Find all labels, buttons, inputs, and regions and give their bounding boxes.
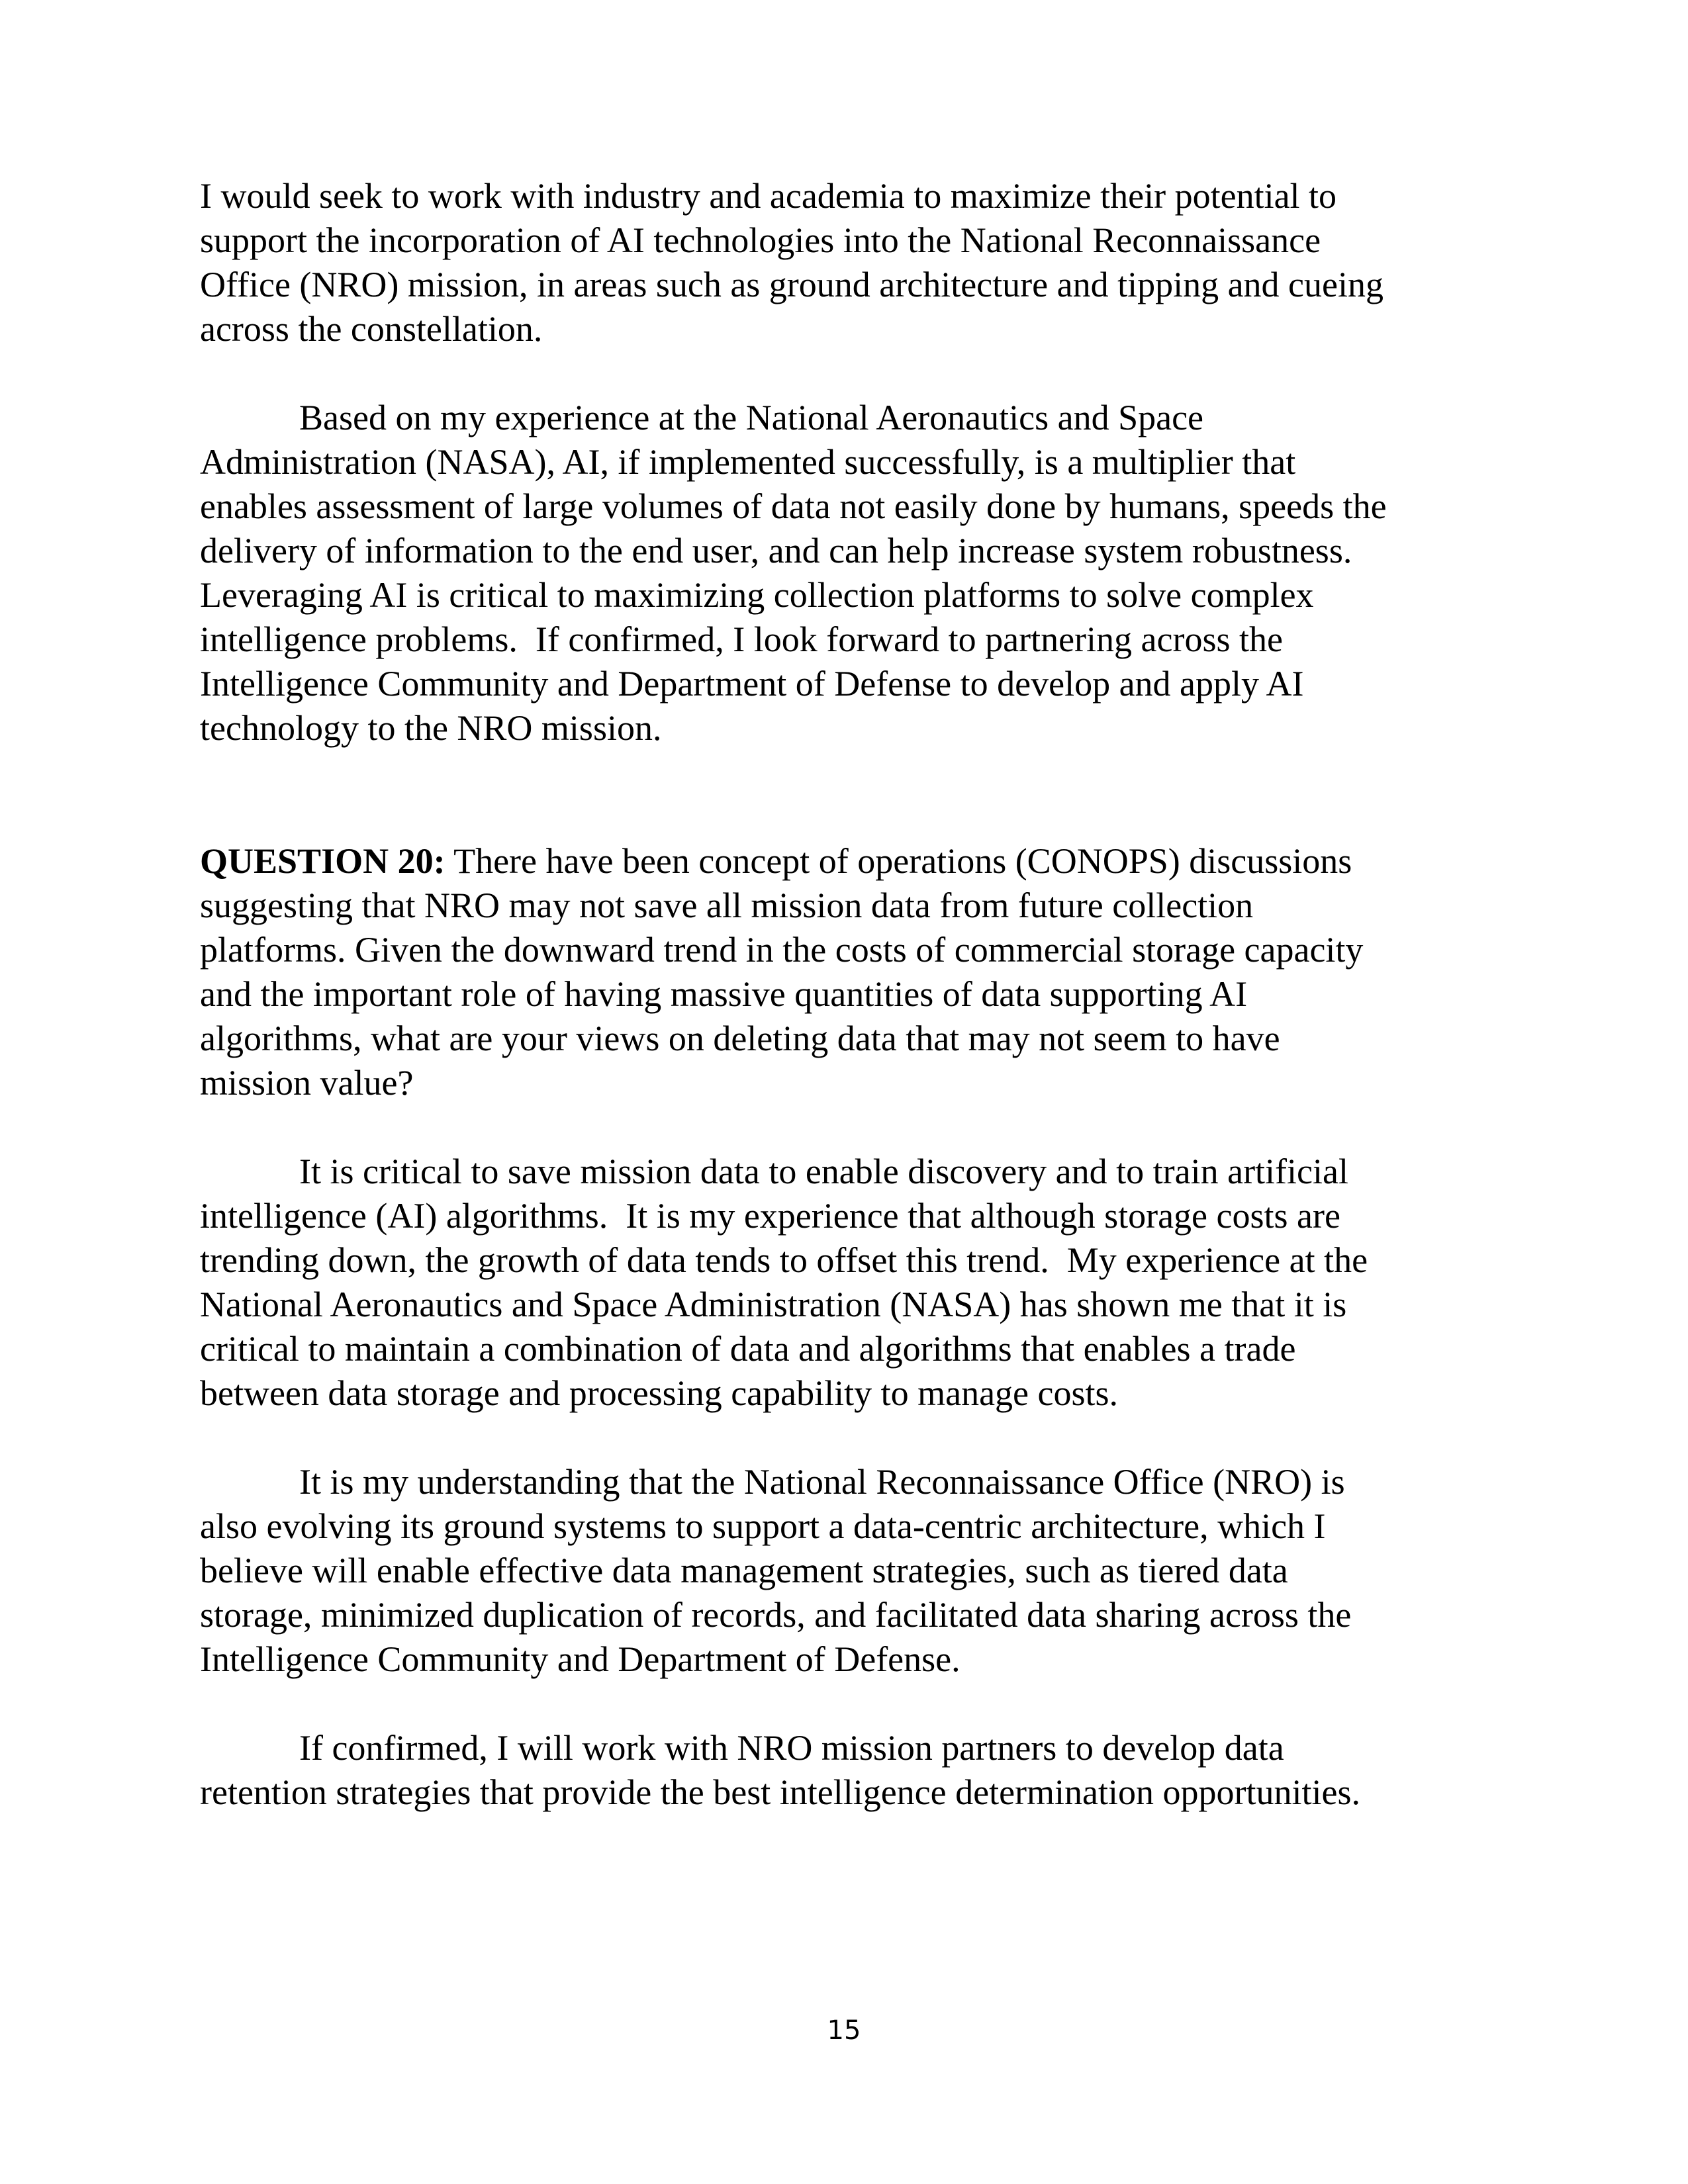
answer-paragraph-retention-strategies xyxy=(200,1726,1497,1815)
text-line: believe will enable effective data management strategies, such as tiered data xyxy=(200,1551,1288,1590)
text-line: National Aeronautics and Space Administration (NASA) has shown me that it is xyxy=(200,1285,1347,1324)
question-first-line xyxy=(200,839,1497,884)
text-line: intelligence (AI) algorithms. It is my experience that although storage costs are xyxy=(200,1196,1340,1236)
text-line: also evolving its ground systems to support a data-centric architecture, which I xyxy=(200,1506,1326,1546)
text-line: retention strategies that provide the best intelligence determination opportunities. xyxy=(200,1772,1360,1812)
answer-paragraph-save-mission-data xyxy=(200,1150,1497,1416)
text-line: algorithms, what are your views on deleting data that may not seem to have xyxy=(200,1019,1280,1058)
text-line: trending down, the growth of data tends to offset this trend. My experience at the xyxy=(200,1240,1368,1280)
text-line: Intelligence Community and Department of Defense. xyxy=(200,1639,961,1679)
text-line: suggesting that NRO may not save all mission data from future collection xyxy=(200,886,1254,925)
text-line: intelligence problems. If confirmed, I look forward to partnering across the xyxy=(200,619,1283,659)
text-line: between data storage and processing capability to manage costs. xyxy=(200,1373,1119,1413)
text-line: Based on my experience at the National Aeronautics and Space xyxy=(299,398,1204,437)
paragraph-ai-industry-academia xyxy=(200,174,1497,351)
question-label: QUESTION 20: xyxy=(200,841,445,881)
text-line: platforms. Given the downward trend in the costs of commercial storage capacity xyxy=(200,930,1364,970)
text-line: Office (NRO) mission, in areas such as ground architecture and tipping and cueing xyxy=(200,265,1383,304)
answer-paragraph-data-centric-architecture xyxy=(200,1460,1497,1682)
text-line: I would seek to work with industry and academia to maximize their potential to xyxy=(200,176,1337,216)
text-line: It is my understanding that the National Reconnaissance Office (NRO) is xyxy=(299,1462,1345,1502)
paragraph-nasa-experience xyxy=(200,396,1497,751)
text-line: Intelligence Community and Department of Defense to develop and apply AI xyxy=(200,664,1304,704)
page-number: 15 xyxy=(827,2015,861,2046)
text-line: Administration (NASA), AI, if implemented successfully, is a multiplier that xyxy=(200,442,1296,482)
text-line: delivery of information to the end user, and can help increase system robustness. xyxy=(200,531,1352,570)
text-line: across the constellation. xyxy=(200,309,543,349)
text-line: critical to maintain a combination of data and algorithms that enables a trade xyxy=(200,1329,1296,1369)
text-line: mission value? xyxy=(200,1063,414,1103)
text-line: Leveraging AI is critical to maximizing collection platforms to solve complex xyxy=(200,575,1314,615)
text-line: support the incorporation of AI technologies into the National Reconnaissance xyxy=(200,220,1321,260)
text-line: It is critical to save mission data to enable discovery and to train artificial xyxy=(299,1152,1348,1191)
text-line: enables assessment of large volumes of data not easily done by humans, speeds the xyxy=(200,486,1387,526)
text-line: and the important role of having massive quantities of data supporting AI xyxy=(200,974,1248,1014)
question-text: There have been concept of operations (CONOPS) discussions xyxy=(445,841,1352,881)
text-line: technology to the NRO mission. xyxy=(200,708,662,748)
text-line: If confirmed, I will work with NRO mission partners to develop data xyxy=(299,1728,1284,1768)
text-line: storage, minimized duplication of records, and facilitated data sharing across the xyxy=(200,1595,1352,1635)
question-20 xyxy=(200,839,1497,1105)
document-body xyxy=(200,174,1497,1815)
